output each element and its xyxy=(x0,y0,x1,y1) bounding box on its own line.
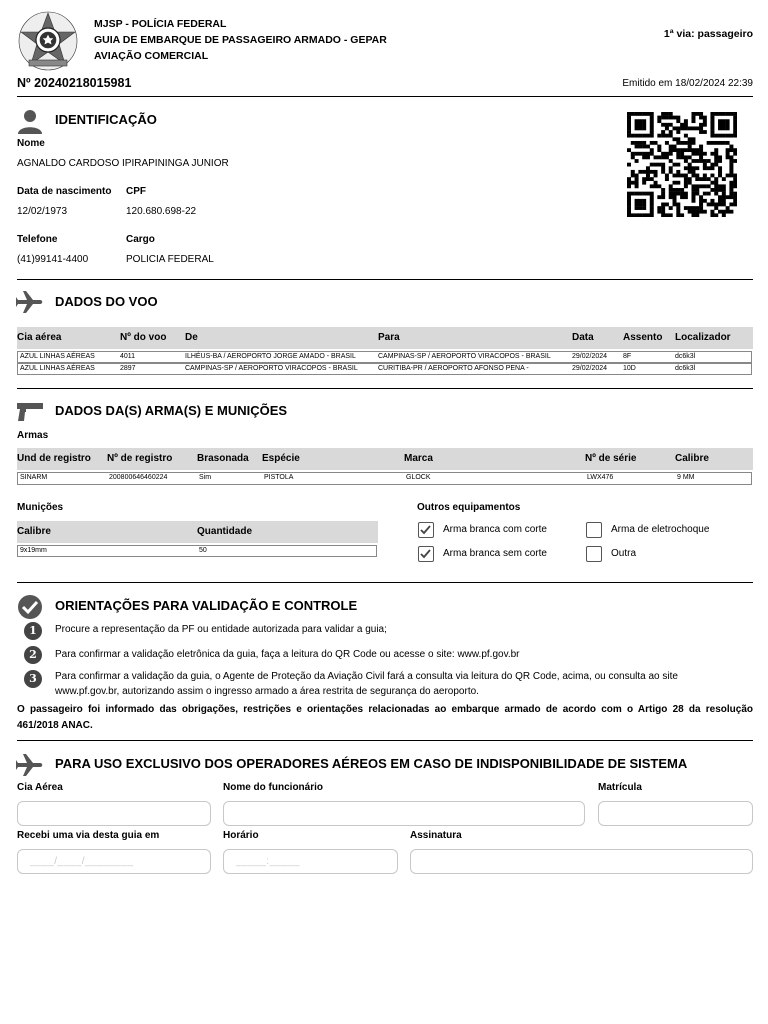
table-row xyxy=(17,363,752,375)
cell-de: ILHÉUS-BA / AEROPORTO JORGE AMADO - BRASIL xyxy=(185,353,356,360)
assinatura-label: Assinatura xyxy=(410,830,462,841)
header-org: MJSP - POLÍCIA FEDERAL xyxy=(94,18,227,30)
checkbox-arma-branca-sem-corte[interactable] xyxy=(418,546,434,562)
recebi-label: Recebi uma via desta guia em xyxy=(17,830,160,841)
checkmark-icon xyxy=(419,523,432,536)
cell-data: 29/02/2024 xyxy=(572,353,608,360)
col-num-voo: Nº do voo xyxy=(120,332,167,343)
orientacao-3-line1: Para confirmar a validação da guia, o Agente de Proteção da Aviação Civil fará a consulta via leitura do QR Code, acima, ou consulta ao site xyxy=(55,671,678,682)
cell-brasonada: Sim xyxy=(199,474,212,481)
check-circle-icon xyxy=(17,594,43,620)
matricula-label: Matrícula xyxy=(598,782,642,793)
aviso-passageiro-line1: O passageiro foi informado das obrigações, restrições e orientações relacionadas ao embarque armado de acordo com o Artigo 28 da resolução xyxy=(17,704,753,715)
orientacao-3-line2: www.pf.gov.br, autorizando assim o ingresso armado a área restrita de segurança do aeroporto. xyxy=(55,686,479,697)
airplane-icon xyxy=(16,753,44,777)
checkbox-arma-branca-com-corte[interactable] xyxy=(418,522,434,538)
nome-value: AGNALDO CARDOSO IPIRAPININGA JUNIOR xyxy=(17,158,229,169)
checkmark-icon xyxy=(419,547,432,560)
cia-aerea-label: Cia Aérea xyxy=(17,782,63,793)
funcionario-label: Nome do funcionário xyxy=(223,782,323,793)
header-doc-title: GUIA DE EMBARQUE DE PASSAGEIRO ARMADO - GEPAR xyxy=(94,34,387,46)
nascimento-label: Data de nascimento xyxy=(17,186,112,197)
guia-numero: Nº 20240218015981 xyxy=(17,76,132,90)
step-number-3: 3 xyxy=(24,670,42,688)
divider xyxy=(17,388,753,389)
cell-registro: 200800646460224 xyxy=(109,474,168,481)
divider xyxy=(17,582,753,583)
divider xyxy=(17,740,753,741)
outros-label: Outros equipamentos xyxy=(417,502,521,513)
cia-aerea-field[interactable] xyxy=(17,801,211,826)
cell-data: 29/02/2024 xyxy=(572,365,608,372)
nome-label: Nome xyxy=(17,138,45,149)
cell-serie: LWX476 xyxy=(587,474,614,481)
voo-table-header xyxy=(17,327,753,349)
date-placeholder: ____/____/________ xyxy=(30,856,134,867)
col-num-serie: Nº de série xyxy=(585,453,637,464)
col-de: De xyxy=(185,332,198,343)
col-brasonada: Brasonada xyxy=(197,453,249,464)
col-quantidade: Quantidade xyxy=(197,526,253,537)
telefone-label: Telefone xyxy=(17,234,58,245)
municoes-table-header xyxy=(17,521,378,543)
horario-label: Horário xyxy=(223,830,259,841)
cell-marca: GLOCK xyxy=(406,474,431,481)
cell-calibre: 9 MM xyxy=(677,474,695,481)
step-number-1: 1 xyxy=(24,622,42,640)
emitido-em: Emitido em 18/02/2024 22:39 xyxy=(622,78,753,89)
header-subtitle: AVIAÇÃO COMERCIAL xyxy=(94,50,209,62)
col-num-registro: Nº de registro xyxy=(107,453,173,464)
nascimento-value: 12/02/1973 xyxy=(17,206,68,217)
section-title-identificacao: IDENTIFICAÇÃO xyxy=(55,112,157,127)
cell-para: CAMPINAS-SP / AEROPORTO VIRACOPOS - BRASIL xyxy=(378,353,551,360)
assinatura-field[interactable] xyxy=(410,849,753,874)
label-outra: Outra xyxy=(611,548,637,559)
section-title-voo: DADOS DO VOO xyxy=(55,294,158,309)
cell-mun-calibre: 9x19mm xyxy=(20,547,47,554)
col-especie: Espécie xyxy=(262,453,300,464)
checkbox-outra[interactable] xyxy=(586,546,602,562)
matricula-field[interactable] xyxy=(598,801,753,826)
cell-assento: 8F xyxy=(623,353,632,360)
cell-localizador: dc6k3l xyxy=(675,365,696,372)
col-para: Para xyxy=(378,332,400,343)
divider xyxy=(17,96,753,97)
label-arma-branca-com-corte: Arma branca com corte xyxy=(443,524,547,535)
cell-und: SINARM xyxy=(20,474,48,481)
cell-localizador: dc6k3l xyxy=(675,353,696,360)
table-row xyxy=(17,351,752,363)
person-icon xyxy=(17,108,43,134)
armas-table-header xyxy=(17,448,753,470)
aviso-passageiro-line2: 461/2018 ANAC. xyxy=(17,720,93,731)
divider xyxy=(17,279,753,280)
cell-cia: AZUL LINHAS AÉREAS xyxy=(20,365,95,372)
data-recebimento-field[interactable] xyxy=(17,849,211,874)
section-title-operadores: PARA USO EXCLUSIVO DOS OPERADORES AÉREOS EM CASO DE INDISPONIBILIDADE DE SISTEMA xyxy=(55,756,688,771)
col-localizador: Localizador xyxy=(675,332,731,343)
orientacao-2: Para confirmar a validação eletrônica da guia, faça a leitura do QR Code ou acesse o site: www.pf.gov.br xyxy=(55,649,520,660)
orientacao-1: Procure a representação da PF ou entidade autorizada para validar a guia; xyxy=(55,624,387,635)
qr-code[interactable] xyxy=(627,112,737,217)
cell-assento: 10D xyxy=(623,365,636,372)
table-row xyxy=(17,472,752,485)
col-mun-calibre: Calibre xyxy=(17,526,51,537)
cpf-label: CPF xyxy=(126,186,146,197)
label-arma-eletrochoque: Arma de eletrochoque xyxy=(611,524,710,535)
col-und-registro: Und de registro xyxy=(17,453,91,464)
col-cia-aerea: Cia aérea xyxy=(17,332,62,343)
horario-field[interactable] xyxy=(223,849,398,874)
cell-quantidade: 50 xyxy=(199,547,207,554)
cell-voo: 4011 xyxy=(120,353,136,360)
armas-label: Armas xyxy=(17,430,49,441)
funcionario-field[interactable] xyxy=(223,801,585,826)
pistol-icon xyxy=(16,400,44,422)
col-marca: Marca xyxy=(404,453,433,464)
time-placeholder: _____:_____ xyxy=(236,856,300,867)
checkbox-arma-eletrochoque[interactable] xyxy=(586,522,602,538)
col-calibre: Calibre xyxy=(675,453,709,464)
col-data: Data xyxy=(572,332,594,343)
section-title-armas: DADOS DA(S) ARMA(S) E MUNIÇÕES xyxy=(55,403,288,418)
airplane-icon xyxy=(16,290,44,314)
cpf-value: 120.680.698-22 xyxy=(126,206,197,217)
telefone-value: (41)99141-4400 xyxy=(17,254,89,265)
via-label: 1ª via: passageiro xyxy=(663,28,753,40)
table-row xyxy=(17,545,377,557)
cell-para: CURITIBA-PR / AEROPORTO AFONSO PENA - xyxy=(378,365,529,372)
brasao-republica-logo xyxy=(17,10,79,72)
cell-de: CAMPINAS-SP / AEROPORTO VIRACOPOS - BRASIL xyxy=(185,365,358,372)
cell-cia: AZUL LINHAS AÉREAS xyxy=(20,353,95,360)
cargo-label: Cargo xyxy=(126,234,155,245)
municoes-label: Munições xyxy=(17,502,64,513)
cell-voo: 2897 xyxy=(120,365,136,372)
cell-especie: PISTOLA xyxy=(264,474,294,481)
label-arma-branca-sem-corte: Arma branca sem corte xyxy=(443,548,547,559)
section-title-orientacoes: ORIENTAÇÕES PARA VALIDAÇÃO E CONTROLE xyxy=(55,598,358,613)
cargo-value: POLICIA FEDERAL xyxy=(126,254,214,265)
col-assento: Assento xyxy=(623,332,663,343)
step-number-2: 2 xyxy=(24,646,42,664)
